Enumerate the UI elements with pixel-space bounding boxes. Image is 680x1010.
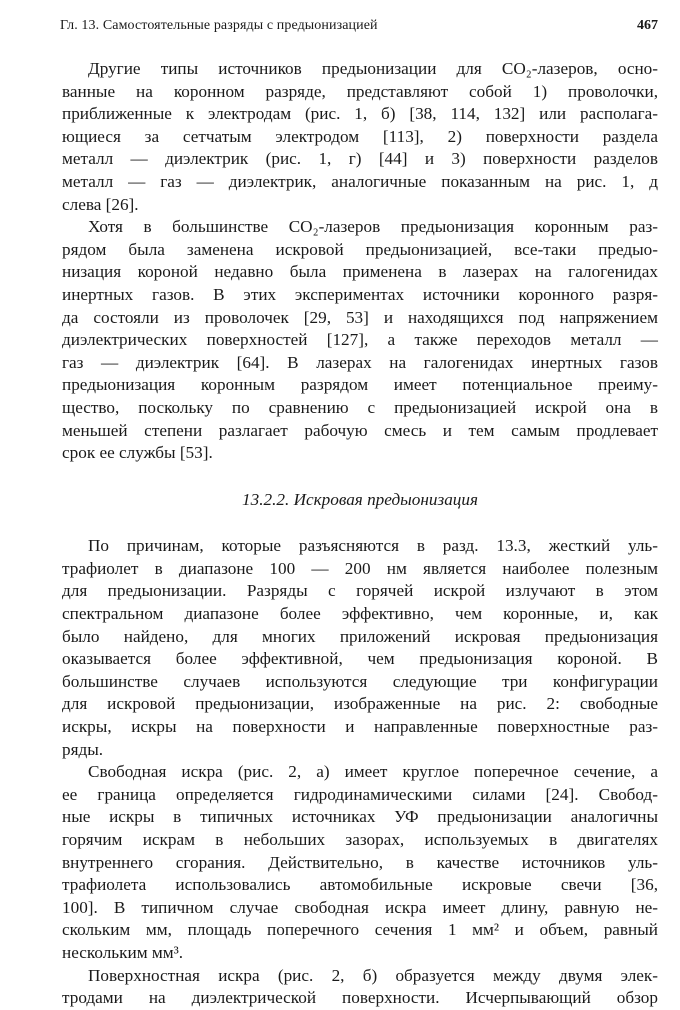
text-line: нескольким мм³.	[62, 942, 184, 962]
text-line: металл — газ — диэлектрик, аналогичные показанным на рис. 1, д	[62, 171, 658, 191]
paragraph-3	[62, 535, 658, 761]
paragraph-1	[62, 58, 658, 216]
text-line: металл — диэлектрик (рис. 1, г) [44] и 3) поверхности разделов	[62, 149, 658, 169]
section-heading: 13.2.2. Искровая предыонизация	[242, 489, 478, 509]
text-line: скольким мм, площадь поперечного сечения 1 мм² и объем, равный	[62, 920, 658, 940]
text-line: ющиеся за сетчатым электродом [113], 2) поверхности раздела	[62, 126, 658, 146]
text-line: Хотя в большинстве CO₂-лазеров предыонизация коронным раз-	[88, 217, 658, 237]
text-line: ее граница определяется гидродинамическими силами [24]. Свобод-	[62, 784, 658, 804]
text-line: диэлектрических поверхностей [127], а также переходов металл —	[62, 330, 658, 350]
text-line: ряды.	[62, 739, 104, 759]
text-line: внутреннего сгорания. Действительно, в качестве источников уль-	[62, 852, 658, 872]
paragraph-5	[62, 965, 658, 1010]
text-line: щество, поскольку по сравнению с предыонизацией искрой она в	[62, 397, 658, 417]
text-line: Свободная искра (рис. 2, а) имеет круглое поперечное сечение, а	[88, 762, 658, 782]
text-line: тродами на диэлектрической поверхности. Исчерпывающий обзор	[62, 988, 658, 1008]
text-line: рядом была заменена искровой предыонизацией, все-таки предыо-	[62, 239, 658, 259]
text-line: искры, искры на поверхности и направленные поверхностные раз-	[62, 717, 658, 737]
text-line: для предыонизации. Разряды с горячей искрой излучают в этом	[62, 581, 658, 601]
text-line: для искровой предыонизации, изображенные на рис. 2: свободные	[62, 694, 658, 714]
text-line: меньшей степени разлагает рабочую смесь и тем самым продлевает	[62, 420, 658, 440]
text-line: низация короной недавно была применена в лазерах на галогенидах	[62, 262, 658, 282]
paragraph-2	[62, 216, 658, 465]
text-line: приближенные к электродам (рис. 1, б) [38, 114, 132] или располага-	[62, 104, 658, 124]
book-page	[62, 18, 658, 1010]
text-line: слева [26].	[62, 194, 139, 214]
text-line: было найдено, для многих приложений искровая предыонизация	[62, 626, 658, 646]
text-line: По причинам, которые разъясняются в разд. 13.3, жесткий уль-	[88, 536, 658, 556]
paragraph-4	[62, 761, 658, 964]
text-line: Другие типы источников предыонизации для CO₂-лазеров, осно-	[88, 59, 658, 78]
text-line: трафиолет в диапазоне 100 — 200 нм является наиболее полезным	[62, 558, 658, 578]
text-line: да состояли из проволочек [29, 53] и находящихся под напряжением	[62, 307, 658, 327]
running-head	[60, 18, 658, 44]
chapter-title: Гл. 13. Самостоятельные разряды с предыонизацией	[60, 18, 378, 33]
text-line: газ — диэлектрик [64]. В лазерах на галогенидах инертных газов	[62, 352, 658, 372]
body-text	[62, 58, 658, 1010]
text-line: большинстве случаев используются следующие три конфигурации	[62, 671, 658, 691]
text-line: горячим искрам в небольших зазорах, используемых в двигателях	[62, 830, 658, 849]
text-line: оказывается более эффективной, чем предыонизация короной. В	[62, 649, 658, 669]
text-line: 100]. В типичном случае свободная искра имеет длину, равную не-	[62, 897, 658, 917]
page-number: 467	[637, 18, 658, 33]
text-line: предыонизация коронным разрядом имеет потенциальное преиму-	[62, 375, 658, 395]
text-line: спектральном диапазоне более эффективно, чем коронные, и, как	[62, 604, 658, 624]
text-line: срок ее службы [53].	[62, 443, 213, 463]
text-line: инертных газов. В этих экспериментах источники коронного разря-	[62, 284, 658, 304]
text-line: ные искры в типичных источниках УФ предыонизации аналогичны	[62, 807, 658, 827]
text-line: Поверхностная искра (рис. 2, б) образуется между двумя элек-	[88, 965, 658, 985]
text-line: ванные на коронном разряде, представляют собой 1) проволочки,	[62, 81, 658, 101]
text-line: трафиолета использовались автомобильные искровые свечи [36,	[62, 875, 658, 895]
